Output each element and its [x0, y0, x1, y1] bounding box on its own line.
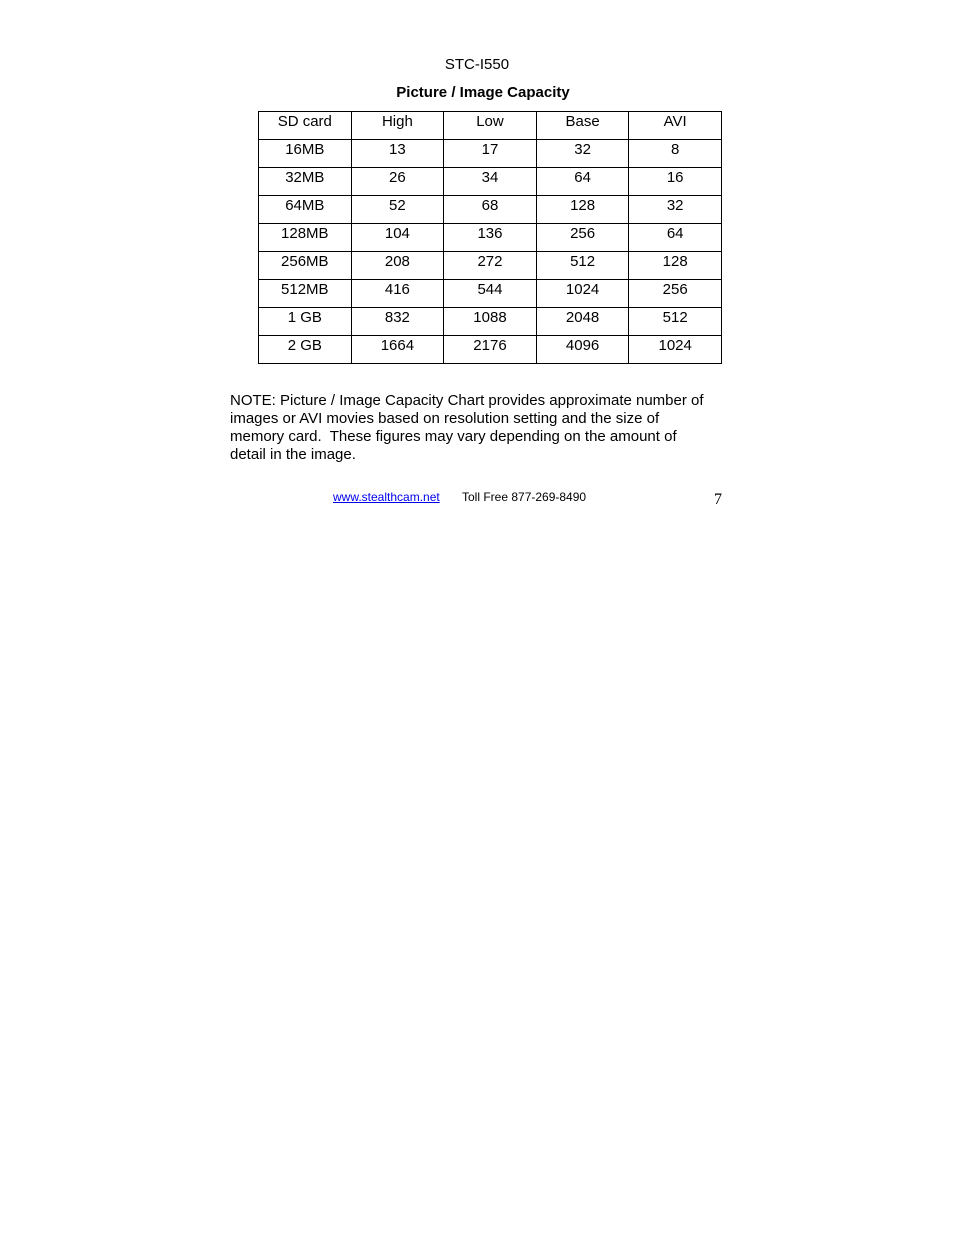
- table-row: [259, 280, 722, 308]
- table-cell: 272: [444, 252, 537, 280]
- table-row: [259, 168, 722, 196]
- column-header: AVI: [629, 112, 722, 140]
- table-cell: 128: [629, 252, 722, 280]
- table-row: [259, 224, 722, 252]
- website-link[interactable]: www.stealthcam.net: [333, 490, 440, 504]
- note-line: memory card. These figures may vary depending on the amount of: [230, 428, 677, 445]
- table-cell: 64: [536, 168, 629, 196]
- table-cell: 512MB: [259, 280, 352, 308]
- table-cell: 128: [536, 196, 629, 224]
- table-row: [259, 196, 722, 224]
- column-header: High: [351, 112, 444, 140]
- table-cell: 2 GB: [259, 336, 352, 364]
- table-row: [259, 336, 722, 364]
- table-header-row: [259, 112, 722, 140]
- table-row: [259, 252, 722, 280]
- note-line: images or AVI movies based on resolution setting and the size of: [230, 410, 660, 427]
- table-cell: 1088: [444, 308, 537, 336]
- page-title: Picture / Image Capacity: [396, 84, 570, 101]
- page-number: 7: [714, 491, 722, 508]
- table-cell: 8: [629, 140, 722, 168]
- table-cell: 544: [444, 280, 537, 308]
- capacity-table: [258, 111, 722, 364]
- table-cell: 32: [629, 196, 722, 224]
- table-cell: 512: [536, 252, 629, 280]
- note-line: detail in the image.: [230, 446, 356, 463]
- table-cell: 208: [351, 252, 444, 280]
- table-cell: 512: [629, 308, 722, 336]
- table-cell: 26: [351, 168, 444, 196]
- table-cell: 16MB: [259, 140, 352, 168]
- table-cell: 17: [444, 140, 537, 168]
- table-cell: 256: [629, 280, 722, 308]
- table-cell: 136: [444, 224, 537, 252]
- toll-free-phone: Toll Free 877-269-8490: [462, 490, 587, 504]
- table-cell: 128MB: [259, 224, 352, 252]
- table-cell: 1 GB: [259, 308, 352, 336]
- table-cell: 2176: [444, 336, 537, 364]
- table-cell: 256MB: [259, 252, 352, 280]
- capacity-note: [230, 392, 730, 464]
- table-row: [259, 140, 722, 168]
- table-cell: 832: [351, 308, 444, 336]
- note-line: NOTE: Picture / Image Capacity Chart provides approximate number of: [230, 392, 704, 409]
- column-header: Low: [444, 112, 537, 140]
- table-row: [259, 308, 722, 336]
- table-cell: 32MB: [259, 168, 352, 196]
- column-header: SD card: [259, 112, 352, 140]
- table-cell: 64: [629, 224, 722, 252]
- table-cell: 13: [351, 140, 444, 168]
- table-cell: 32: [536, 140, 629, 168]
- model-number: STC-I550: [444, 56, 510, 73]
- table-cell: 16: [629, 168, 722, 196]
- table-cell: 68: [444, 196, 537, 224]
- table-cell: 104: [351, 224, 444, 252]
- table-cell: 1024: [536, 280, 629, 308]
- table-cell: 2048: [536, 308, 629, 336]
- table-cell: 34: [444, 168, 537, 196]
- table-cell: 256: [536, 224, 629, 252]
- table-cell: 64MB: [259, 196, 352, 224]
- table-cell: 52: [351, 196, 444, 224]
- table-cell: 4096: [536, 336, 629, 364]
- table-cell: 1664: [351, 336, 444, 364]
- table-cell: 416: [351, 280, 444, 308]
- column-header: Base: [536, 112, 629, 140]
- table-cell: 1024: [629, 336, 722, 364]
